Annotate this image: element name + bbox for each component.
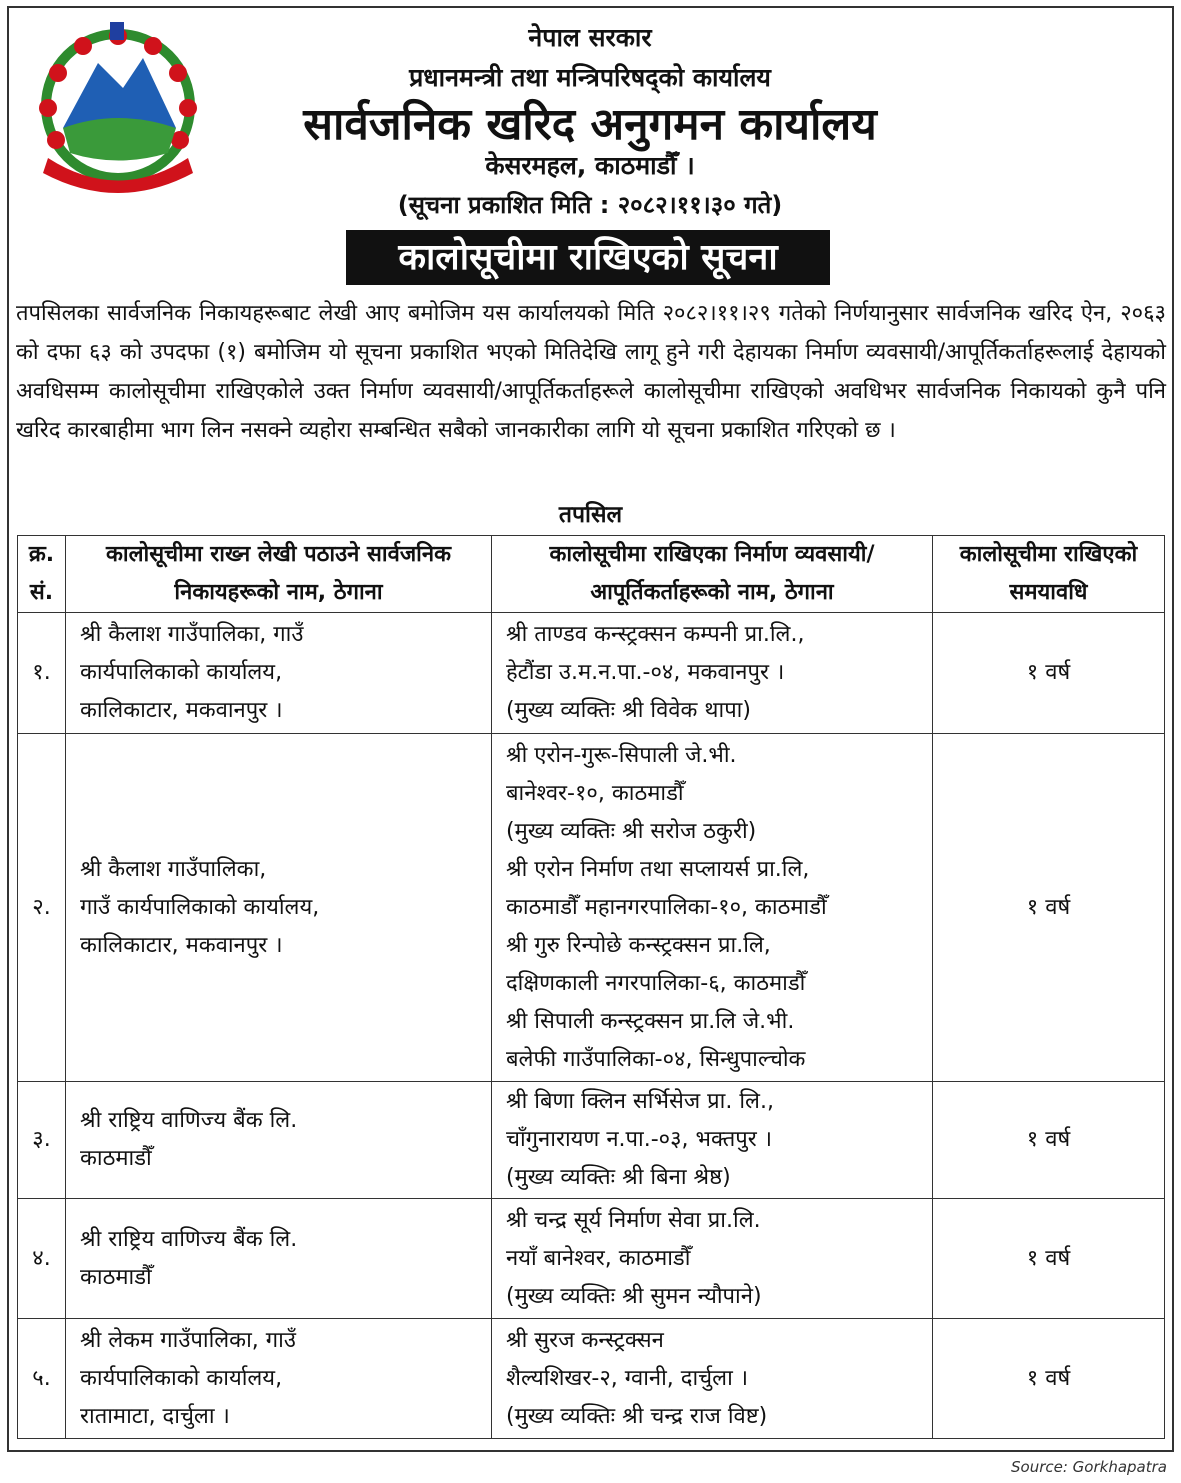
entity-line: श्री राष्ट्रिय वाणिज्य बैंक लि.: [80, 1108, 298, 1133]
table-row: [18, 1199, 1165, 1319]
header-period: कालोसूचीमा राखिएको समयावधि: [933, 536, 1165, 613]
firm-line: श्री सुरज कन्स्ट्रक्सन: [506, 1327, 664, 1353]
blacklisted-firms: [492, 1082, 933, 1199]
firm-line: शैल्यशिखर-२, ग्वानी, दार्चुला ।: [506, 1365, 749, 1391]
blacklist-period: १ वर्ष: [933, 1082, 1165, 1199]
header-sn: क्र. सं.: [18, 536, 66, 613]
entity-line: काठमाडौँ: [80, 1264, 152, 1290]
firm-line: श्री सिपाली कन्स्ट्रक्सन प्रा.लि जे.भी.: [506, 1008, 795, 1034]
firm-line: श्री चन्द्र सूर्य निर्माण सेवा प्रा.लि.: [506, 1207, 761, 1233]
public-entity: [66, 1199, 492, 1319]
firm-line: काठमाडौँ महानगरपालिका-१०, काठमाडौँ: [506, 894, 827, 920]
table-row: [18, 734, 1165, 1082]
blacklisted-firms: [492, 734, 933, 1082]
nepal-emblem-icon: [28, 18, 208, 198]
entity-line: कार्यपालिकाको कार्यालय,: [80, 660, 283, 685]
notice-body: तपसिलका सार्वजनिक निकायहरूबाट लेखी आए बमोजिम यस कार्यालयको मिति २०८२।११।२९ गतेको निर्णयानुसार सार्वजनिक खरिद ऐन, २०६३ को दफा ६३ को उपदफा (१) बमोजिम यो सूचना प्रकाशित भएको मितिदेखि लागू हुने गरी देहायका निर्माण व्यवसायी/आपूर्तिकर्ताहरूलाई देहायको अवधिसम्म कालोसूचीमा राखिएकोले उक्त निर्माण व्यवसायी/आपूर्तिकर्ताहरूले कालोसूचीमा राखिएको अवधिभर सार्वजनिक निकायको कुनै पनि खरिद कारबाहीमा भाग लिन नसक्ने व्यहोरा सम्बन्धित सबैको जानकारीका लागि यो सूचना प्रकाशित गरिएको छ ।: [16, 301, 1166, 443]
serial-number: ३.: [18, 1082, 66, 1199]
entity-line: काठमाडौँ: [80, 1146, 152, 1171]
firm-line: (मुख्य व्यक्तिः श्री चन्द्र राज विष्ट): [506, 1403, 768, 1429]
firm-line: बानेश्वर-१०, काठमाडौँ: [506, 780, 684, 806]
firm-line: श्री ताण्डव कन्स्ट्रक्सन कम्पनी प्रा.लि.,: [506, 622, 805, 647]
firm-line: श्री एरोन निर्माण तथा सप्लायर्स प्रा.लि,: [506, 856, 810, 882]
serial-number: १.: [18, 613, 66, 734]
entity-line: कालिकाटार, मकवानपुर ।: [80, 932, 283, 958]
ministry-name: प्रधानमन्त्री तथा मन्त्रिपरिषद्को कार्यालय: [409, 63, 771, 92]
entity-line: कार्यपालिकाको कार्यालय,: [80, 1365, 283, 1391]
blacklisted-firms: [492, 1199, 933, 1319]
office-address: केसरमहल, काठमाडौँ ।: [485, 151, 695, 180]
office-name: सार्वजनिक खरिद अनुगमन कार्यालय: [303, 99, 877, 150]
blacklist-period: १ वर्ष: [933, 1199, 1165, 1319]
blacklist-period: १ वर्ष: [933, 1319, 1165, 1439]
serial-number: २.: [18, 734, 66, 1082]
firm-line: नयाँ बानेश्वर, काठमाडौँ: [506, 1245, 691, 1271]
firm-line: (मुख्य व्यक्तिः श्री बिना श्रेष्ठ): [506, 1165, 731, 1190]
firm-line: बलेफी गाउँपालिका-०४, सिन्धुपाल्चोक: [506, 1046, 806, 1072]
header-firms: कालोसूचीमा राखिएका निर्माण व्यवसायी/आपूर्तिकर्ताहरूको नाम, ठेगाना: [492, 536, 933, 613]
firm-line: (मुख्य व्यक्तिः श्री विवेक थापा): [506, 698, 751, 723]
firm-line: (मुख्य व्यक्तिः श्री सुमन न्यौपाने): [506, 1283, 762, 1309]
entity-line: श्री राष्ट्रिय वाणिज्य बैंक लि.: [80, 1226, 298, 1252]
published-date: (सूचना प्रकाशित मिति : २०८२।११।३० गते): [397, 191, 783, 219]
entity-line: श्री लेकम गाउँपालिका, गाउँ: [80, 1327, 296, 1353]
blacklist-period: १ वर्ष: [933, 613, 1165, 734]
entity-line: गाउँ कार्यपालिकाको कार्यालय,: [80, 894, 320, 920]
firm-line: चाँगुनारायण न.पा.-०३, भक्तपुर ।: [506, 1127, 773, 1152]
public-entity: [66, 734, 492, 1082]
public-entity: [66, 613, 492, 734]
firm-line: श्री एरोन-गुरू-सिपाली जे.भी.: [506, 742, 737, 768]
firm-line: दक्षिणकाली नगरपालिका-६, काठमाडौँ: [506, 970, 806, 996]
table-row: [18, 1319, 1165, 1439]
blacklisted-firms: [492, 613, 933, 734]
public-entity: [66, 1082, 492, 1199]
table-row: [18, 1082, 1165, 1199]
blacklisted-firms: [492, 1319, 933, 1439]
entity-line: श्री कैलाश गाउँपालिका, गाउँ: [80, 622, 304, 647]
header-entity: कालोसूचीमा राख्न लेखी पठाउने सार्वजनिक निकायहरूको नाम, ठेगाना: [66, 536, 492, 613]
firm-line: हेटौंडा उ.म.न.पा.-०४, मकवानपुर ।: [506, 660, 785, 685]
entity-line: श्री कैलाश गाउँपालिका,: [80, 856, 267, 882]
government-name: नेपाल सरकार: [528, 23, 652, 52]
blacklist-table: [17, 535, 1165, 1439]
notice-title: कालोसूचीमा राखिएको सूचना: [346, 230, 830, 285]
serial-number: ५.: [18, 1319, 66, 1439]
entity-line: कालिकाटार, मकवानपुर ।: [80, 698, 283, 723]
firm-line: श्री गुरु रिन्पोछे कन्स्ट्रक्सन प्रा.लि,: [506, 932, 771, 958]
table-row: [18, 613, 1165, 734]
schedule-heading: तपसिल: [558, 502, 623, 528]
table-header-row: [18, 536, 1165, 613]
serial-number: ४.: [18, 1199, 66, 1319]
source-credit: Source: Gorkhapatra: [1011, 1458, 1167, 1476]
firm-line: (मुख्य व्यक्तिः श्री सरोज ठकुरी): [506, 818, 757, 844]
entity-line: रातामाटा, दार्चुला ।: [80, 1403, 230, 1429]
blacklist-period: १ वर्ष: [933, 734, 1165, 1082]
firm-line: श्री बिणा क्लिन सर्भिसेज प्रा. लि.,: [506, 1089, 774, 1114]
public-entity: [66, 1319, 492, 1439]
